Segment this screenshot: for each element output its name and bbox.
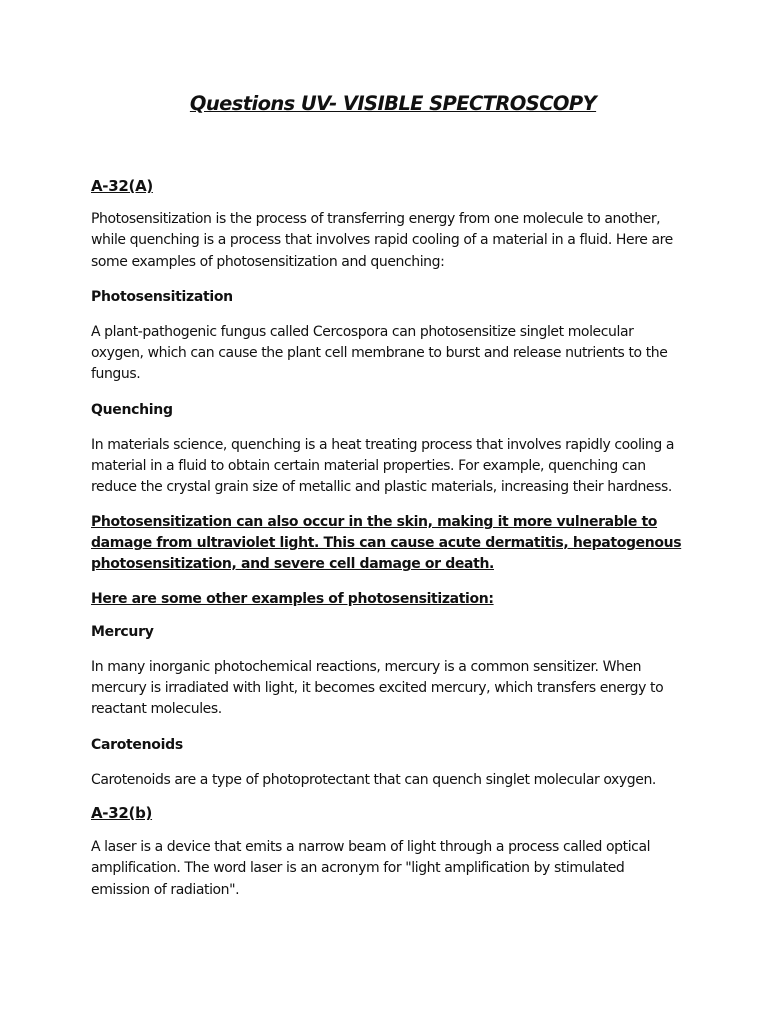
document-content [91, 92, 691, 901]
paragraph-line: photosensitization, and severe cell damage or death. [91, 556, 495, 573]
quenching-paragraph [91, 435, 691, 499]
paragraph-line: oxygen, which can cause the plant cell membrane to burst and release nutrients to the [91, 345, 668, 362]
carotenoids-paragraph: Carotenoids are a type of photoprotectant that can quench singlet molecular oxygen. [91, 771, 656, 788]
paragraph-line: reactant molecules. [91, 701, 222, 718]
paragraph-line: A laser is a device that emits a narrow beam of light through a process called optical [91, 839, 651, 856]
section-heading-a32b: A-32(b) [91, 804, 153, 823]
paragraph-line: amplification. The word laser is an acronym for "light amplification by stimulated [91, 860, 625, 877]
section-heading-a32a: A-32(A) [91, 177, 153, 195]
paragraph-line: In many inorganic photochemical reactions, mercury is a common sensitizer. When [91, 658, 642, 675]
mercury-paragraph [91, 657, 691, 721]
paragraph-line: while quenching is a process that involves rapid cooling of a material in a fluid. Here are [91, 232, 673, 249]
photosensitization-paragraph [91, 322, 691, 386]
carotenoids-heading: Carotenoids [91, 736, 183, 753]
paragraph-line: mercury is irradiated with light, it becomes excited mercury, which transfers energy to [91, 680, 664, 697]
quenching-heading: Quenching [91, 401, 173, 418]
paragraph-line: material in a fluid to obtain certain material properties. For example, quenching can [91, 458, 646, 475]
paragraph-line: fungus. [91, 366, 141, 383]
paragraph-line: damage from ultraviolet light. This can cause acute dermatitis, hepatogenous [91, 534, 682, 551]
intro-paragraph [91, 209, 691, 273]
mercury-heading: Mercury [91, 623, 154, 640]
photosensitization-heading: Photosensitization [91, 288, 233, 305]
paragraph-line: reduce the crystal grain size of metallic and plastic materials, increasing their hardness. [91, 479, 672, 496]
paragraph-line: some examples of photosensitization and quenching: [91, 253, 445, 270]
page-title: Questions UV- VISIBLE SPECTROSCOPY [189, 92, 597, 115]
paragraph-line: Photosensitization can also occur in the skin, making it more vulnerable to [91, 513, 658, 530]
laser-paragraph [91, 837, 691, 901]
paragraph-line: emission of radiation". [91, 881, 240, 898]
paragraph-line: In materials science, quenching is a heat treating process that involves rapidly cooling a [91, 436, 675, 453]
skin-note-paragraph [91, 512, 691, 576]
paragraph-line: Photosensitization is the process of transferring energy from one molecule to another, [91, 211, 661, 227]
other-examples-heading: Here are some other examples of photosensitization: [91, 590, 494, 607]
paragraph-line: A plant-pathogenic fungus called Cercospora can photosensitize singlet molecular [91, 323, 634, 340]
